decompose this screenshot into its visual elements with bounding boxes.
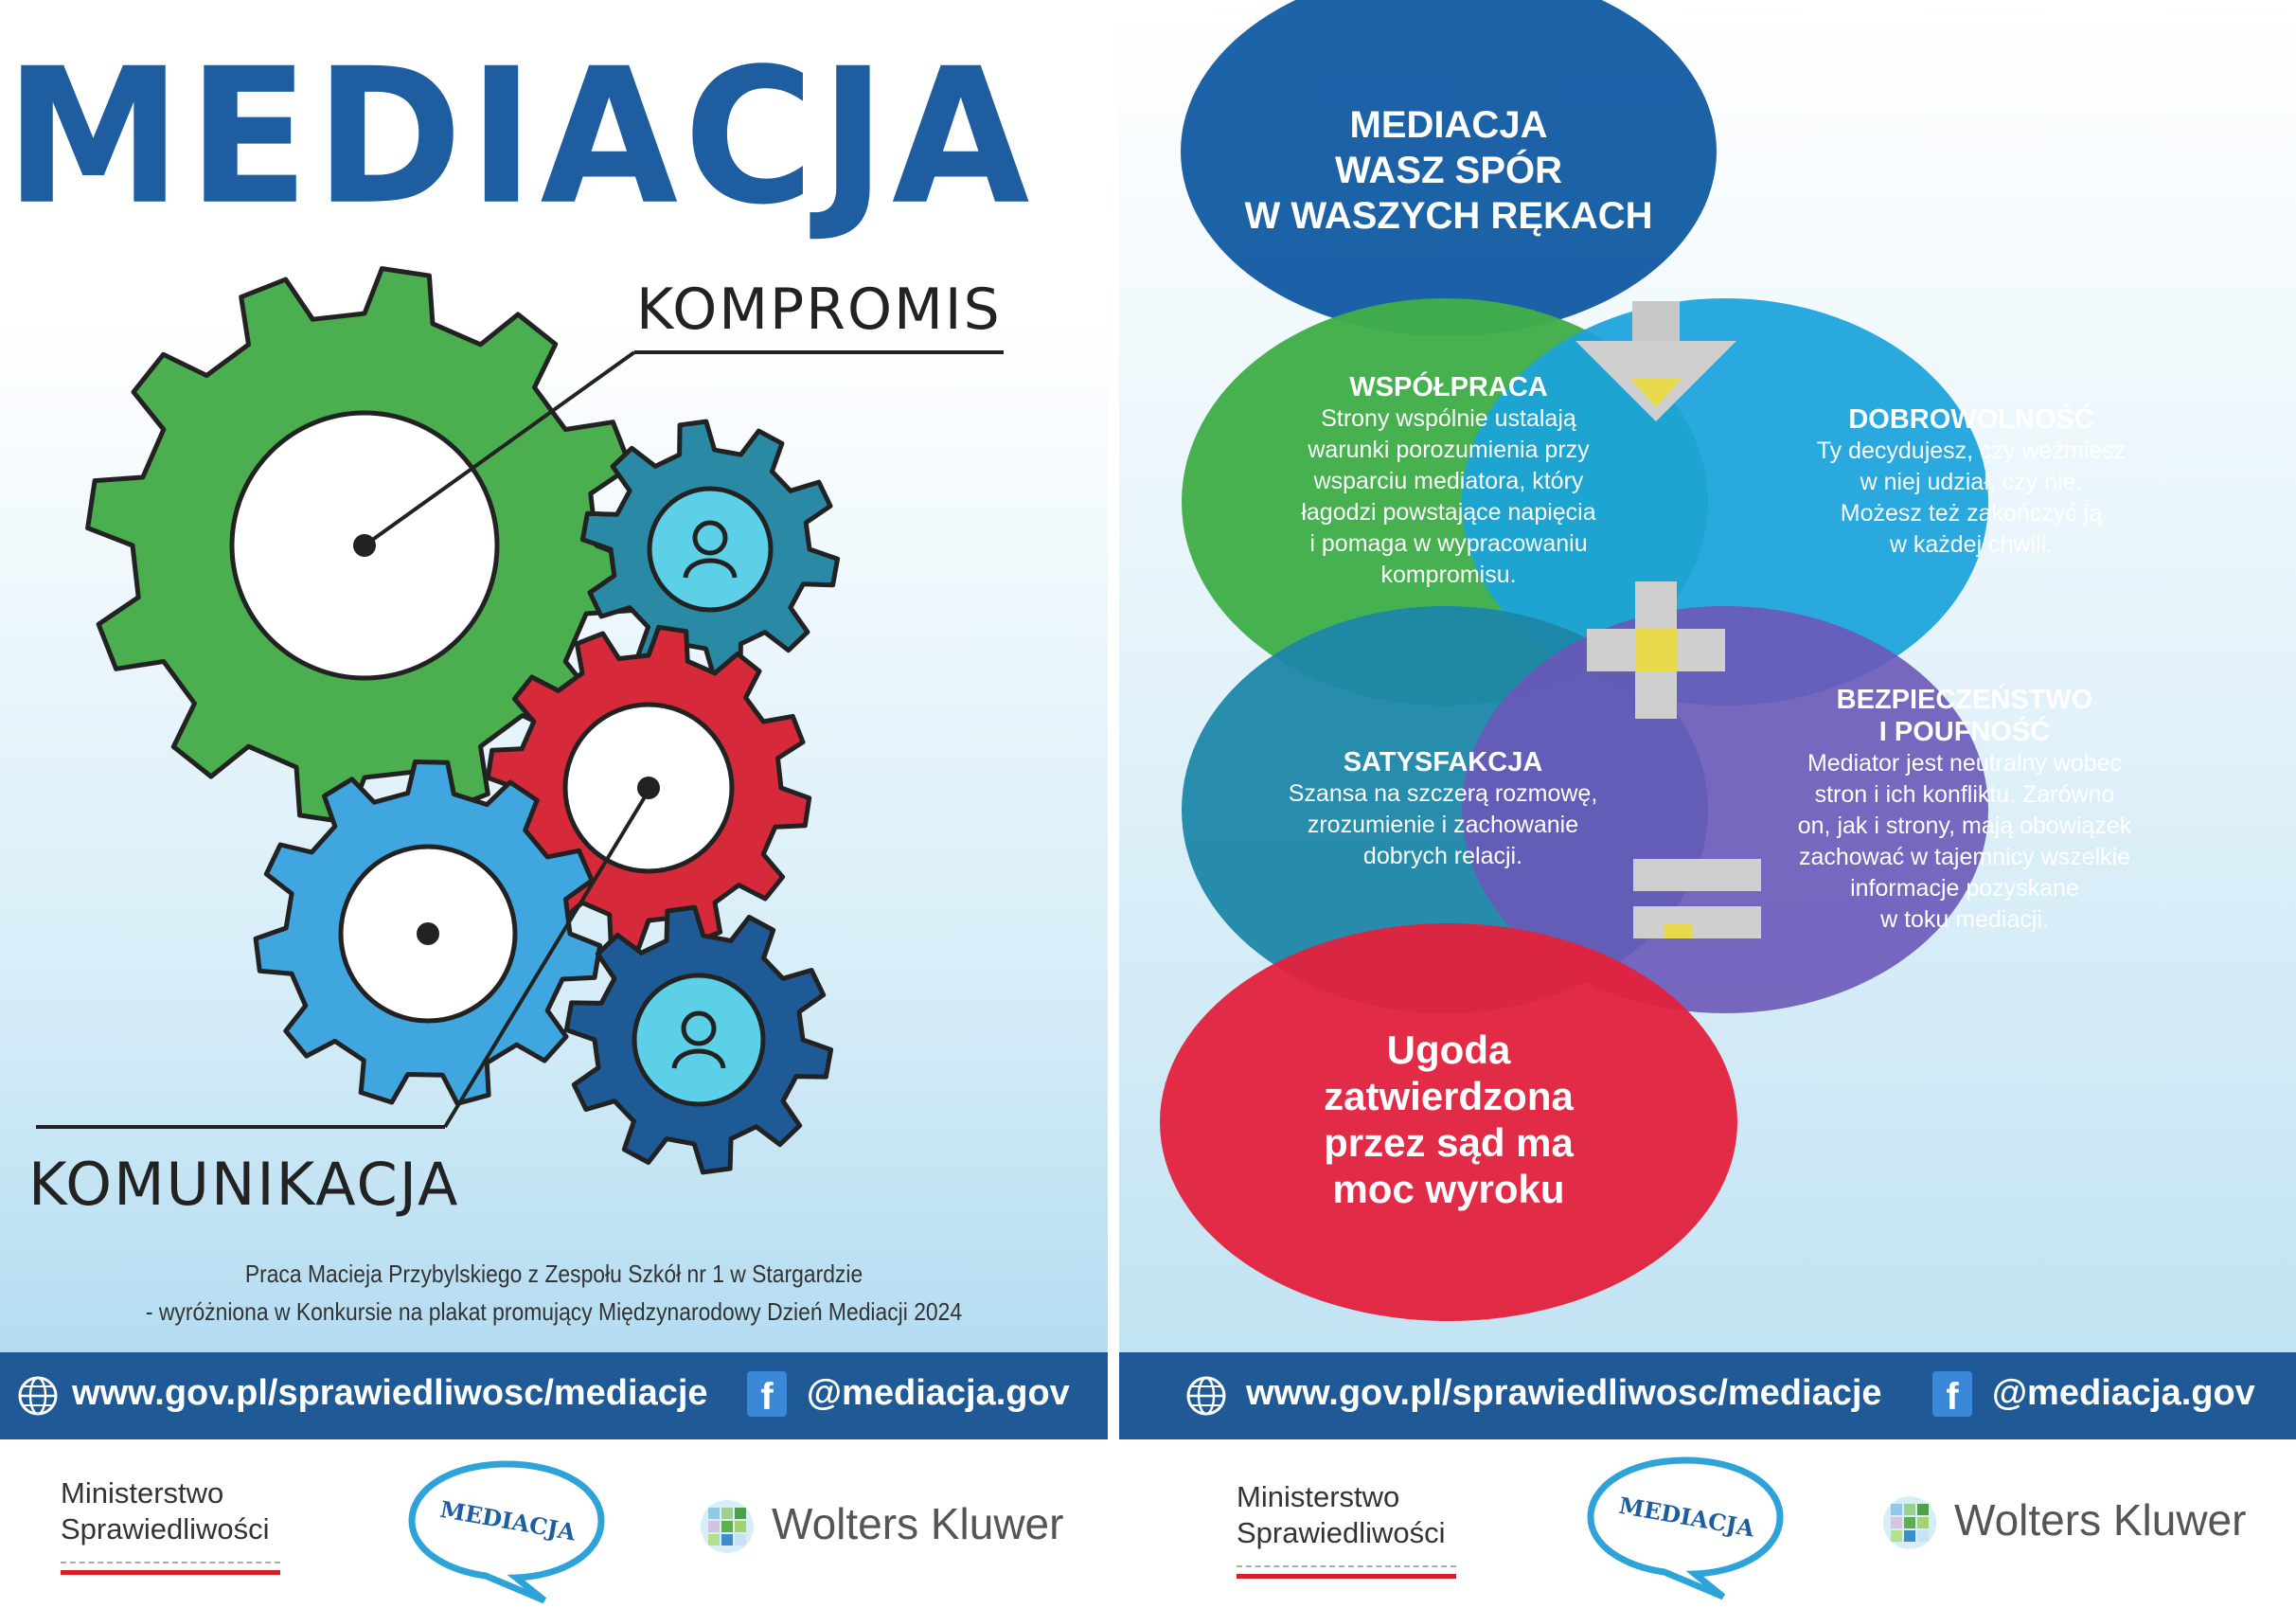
ministry-logo-text: [1237, 1479, 1446, 1551]
text-line: Szansa na szczerą rozmowę,: [1288, 780, 1598, 807]
label-kompromis: KOMPROMIS: [636, 277, 1002, 343]
flag-stripe-white: [61, 1562, 280, 1565]
bezpieczenstwo-heading: [1752, 684, 2178, 748]
label-komunikacja: KOMUNIKACJA: [28, 1150, 460, 1219]
text-line: kompromisu.: [1380, 562, 1517, 588]
text-line: warunki porozumienia przy: [1308, 437, 1590, 463]
text-line: informacje pozyskane: [1850, 875, 2079, 902]
bubble-text: MEDIACJA: [437, 1494, 578, 1546]
ministry-line-1: Ministerstwo: [61, 1476, 224, 1510]
facebook-handle-link[interactable]: @mediacja.gov: [1992, 1373, 2255, 1413]
url-bar-left: [0, 1352, 1108, 1439]
right-poster-panel: [1119, 0, 2296, 1608]
facebook-icon[interactable]: f: [1932, 1371, 1972, 1417]
gear-teal-icon: [582, 421, 837, 677]
wolters-kluwer-text: Wolters Kluwer: [772, 1499, 1064, 1548]
bubble-text: MEDIACJA: [1616, 1491, 1757, 1543]
ministry-line-2: Sprawiedliwości: [61, 1512, 270, 1545]
ugoda-text: [1278, 1027, 1619, 1212]
footer-logos-left: [0, 1439, 1108, 1608]
flag-stripe-white: [1237, 1565, 1456, 1569]
text-line: zrozumienie i zachowanie: [1307, 812, 1579, 838]
footer-logos-right: [1119, 1439, 2296, 1608]
ministry-line-1: Ministerstwo: [1237, 1480, 1400, 1513]
text-line: wsparciu mediatora, który: [1313, 468, 1584, 494]
text-line: on, jak i strony, mają obowiązek: [1797, 813, 2132, 839]
satysfakcja-text: [1254, 778, 1632, 872]
globe-icon: [1185, 1375, 1227, 1417]
credit-line-1: Praca Macieja Przybylskiego z Zespołu Szkół nr 1 w Stargardzie: [244, 1260, 863, 1288]
satysfakcja-heading: SATYSFAKCJA: [1343, 747, 1543, 777]
ugoda-line: Ugoda: [1386, 1027, 1511, 1072]
text-line: Możesz też zakończyć ją: [1840, 500, 2103, 527]
facebook-icon[interactable]: f: [747, 1371, 787, 1417]
heading-line: I POUFNOŚĆ: [1878, 717, 2051, 747]
facebook-handle-link[interactable]: @mediacja.gov: [807, 1373, 1070, 1413]
ugoda-line: zatwierdzona: [1324, 1074, 1574, 1118]
poster-title: MEDIACJA: [5, 28, 1036, 246]
credit-line-2: - wyróżniona w Konkursie na plakat promujący Międzynarodowy Dzień Mediacji 2024: [145, 1297, 963, 1326]
wolters-kluwer-logo-icon: [1881, 1492, 1948, 1559]
text-line: w toku mediacji.: [1880, 906, 2049, 933]
mediacja-heading-line: W WASZYCH RĘKACH: [1244, 195, 1653, 237]
wspolpraca-heading: WSPÓŁPRACA: [1349, 372, 1548, 402]
mediacja-heading: [1240, 102, 1657, 239]
wolters-kluwer-text: Wolters Kluwer: [1954, 1495, 2247, 1545]
flag-stripe-red: [61, 1570, 280, 1575]
wspolpraca-block: [1250, 371, 1647, 591]
wspolpraca-text: [1250, 403, 1647, 591]
text-line: Strony wspólnie ustalają: [1321, 405, 1576, 432]
url-bar-right: [1119, 1352, 2296, 1439]
text-line: dobrych relacji.: [1362, 843, 1523, 869]
ministry-line-2: Sprawiedliwości: [1237, 1516, 1446, 1549]
website-link[interactable]: www.gov.pl/sprawiedliwosc/mediacje: [1246, 1373, 1882, 1413]
text-line: w niej udział, czy nie.: [1860, 469, 2083, 495]
ugoda-line: przez sąd ma: [1324, 1120, 1574, 1165]
left-poster-panel: [0, 0, 1108, 1608]
globe-icon: [17, 1375, 59, 1417]
satysfakcja-block: [1254, 746, 1632, 872]
text-line: Mediator jest neutralny wobec: [1807, 750, 2123, 777]
website-link[interactable]: www.gov.pl/sprawiedliwosc/mediacje: [72, 1373, 708, 1413]
dobrowolnosc-text: [1772, 436, 2170, 561]
bezpieczenstwo-text: [1752, 748, 2178, 936]
wolters-kluwer-logo-icon: [699, 1496, 765, 1563]
text-line: łagodzi powstające napięcia: [1301, 499, 1596, 526]
text-line: stron i ich konfliktu. Zarówno: [1814, 781, 2115, 808]
bezpieczenstwo-block: [1752, 684, 2178, 936]
text-line: Ty decydujesz, czy weźmiesz: [1816, 438, 2127, 464]
ugoda-line: moc wyroku: [1332, 1167, 1565, 1211]
gear-navy-icon: [566, 907, 830, 1172]
mediacja-heading-line: WASZ SPÓR: [1334, 150, 1563, 191]
speech-bubble-icon: [1581, 1453, 1789, 1604]
dobrowolnosc-block: [1772, 403, 2170, 561]
mediacja-heading-line: MEDIACJA: [1349, 104, 1548, 146]
panel-divider: [1108, 0, 1119, 1608]
ministry-logo-text: [61, 1475, 270, 1547]
text-line: i pomaga w wypracowaniu: [1309, 530, 1588, 557]
heading-line: BEZPIECZEŃSTWO: [1836, 685, 2093, 715]
text-line: w każdej chwili.: [1889, 531, 2054, 558]
text-line: zachować w tajemnicy wszelkie: [1798, 844, 2131, 870]
dobrowolnosc-heading: DOBROWOLNOŚĆ: [1848, 404, 2094, 435]
flag-stripe-red: [1237, 1574, 1456, 1579]
speech-bubble-icon: [402, 1456, 611, 1608]
